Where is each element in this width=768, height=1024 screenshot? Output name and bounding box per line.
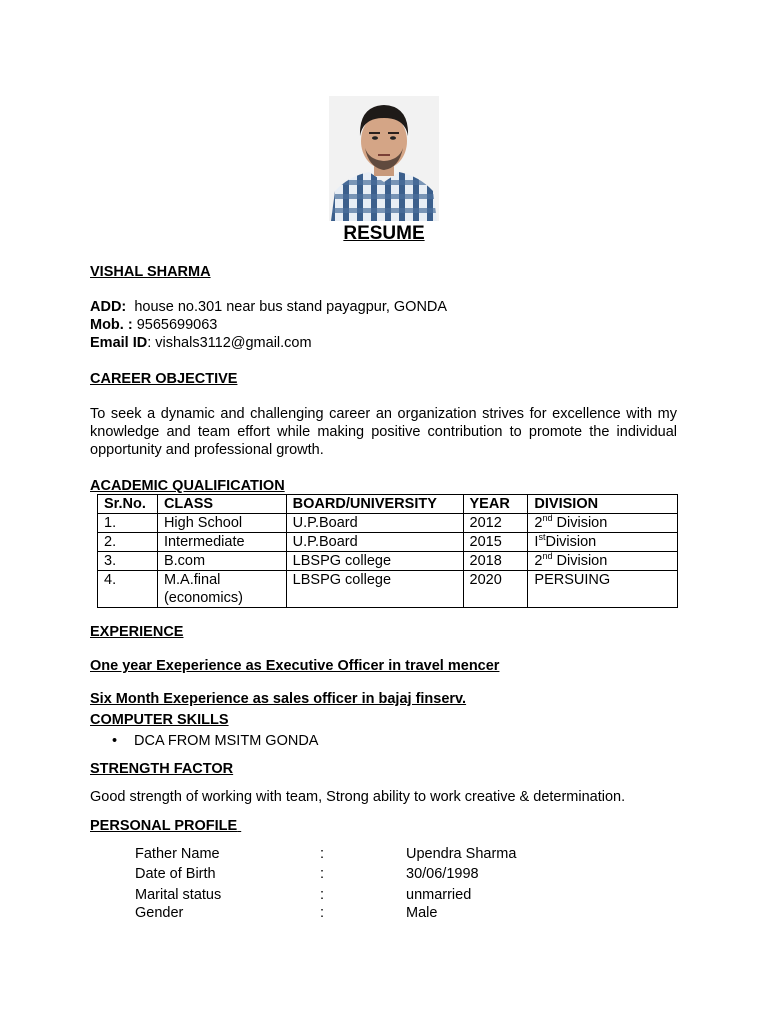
address-line	[90, 298, 447, 316]
address-label: ADD:	[90, 299, 127, 315]
division-word: Division	[552, 553, 608, 569]
cell-division	[528, 571, 678, 608]
table-row	[98, 552, 678, 571]
profile-value: Male	[406, 905, 438, 921]
personal-profile-heading-text: PERSONAL PROFILE	[90, 818, 238, 834]
profile-value: 30/06/1998	[406, 866, 479, 882]
personal-profile-heading	[90, 817, 241, 835]
profile-colon: :	[320, 846, 325, 862]
email-line	[90, 334, 312, 352]
bullet-icon: •	[112, 733, 118, 749]
profile-row	[0, 865, 768, 883]
mobile-line	[90, 316, 217, 334]
computer-skills-heading: COMPUTER SKILLS	[90, 712, 229, 728]
cell-year: 2015	[463, 533, 528, 552]
col-srno: Sr.No.	[98, 495, 158, 514]
table-row	[98, 514, 678, 533]
division-value: 2	[534, 515, 543, 531]
division-value: I	[534, 534, 539, 550]
cell-class: Intermediate	[157, 533, 286, 552]
division-value: PERSUING	[534, 572, 611, 588]
cell-division	[528, 533, 678, 552]
email-value: : vishals3112@gmail.com	[147, 335, 312, 351]
class-line-2: (economics)	[163, 590, 243, 606]
table-row	[98, 571, 678, 608]
profile-row	[0, 845, 768, 863]
candidate-name: VISHAL SHARMA	[90, 264, 211, 280]
profile-photo	[329, 96, 439, 221]
profile-row	[0, 886, 768, 904]
profile-colon: :	[320, 887, 325, 903]
division-word: Division	[552, 515, 608, 531]
profile-colon: :	[320, 866, 325, 882]
academic-heading: ACADEMIC QUALIFICATION	[90, 478, 285, 494]
cell-year: 2012	[463, 514, 528, 533]
cell-srno: 1.	[98, 514, 158, 533]
profile-row	[0, 904, 768, 922]
mobile-label: Mob. :	[90, 317, 133, 333]
academic-table	[97, 494, 678, 608]
profile-colon: :	[320, 905, 325, 921]
skill-text: DCA FROM MSITM GONDA	[134, 733, 319, 749]
experience-item: One year Exeperience as Executive Officer in travel mencer	[90, 658, 500, 674]
career-objective-text: To seek a dynamic and challenging career an organization strives for excellence with my knowledge and team effort while making positive contribution to promote the individual opportunity and professional growth.	[90, 406, 677, 458]
col-year: YEAR	[463, 495, 528, 514]
col-class: CLASS	[157, 495, 286, 514]
cell-year: 2020	[463, 571, 528, 608]
career-objective-heading: CAREER OBJECTIVE	[90, 371, 238, 387]
strength-text: Good strength of working with team, Strong ability to work creative & determination.	[90, 789, 626, 805]
division-suffix: nd	[542, 513, 553, 524]
col-board: BOARD/UNIVERSITY	[286, 495, 463, 514]
profile-value: unmarried	[406, 887, 472, 903]
strength-heading: STRENGTH FACTOR	[90, 761, 234, 777]
cell-board: LBSPG college	[286, 552, 463, 571]
cell-class: B.com	[157, 552, 286, 571]
division-suffix: st	[538, 532, 546, 543]
experience-heading: EXPERIENCE	[90, 624, 184, 640]
cell-class	[157, 571, 286, 608]
cell-board: LBSPG college	[286, 571, 463, 608]
cell-board: U.P.Board	[286, 533, 463, 552]
cell-division	[528, 514, 678, 533]
cell-srno: 2.	[98, 533, 158, 552]
class-line-1: M.A.final	[163, 572, 221, 588]
profile-label: Gender	[135, 905, 184, 921]
profile-label: Date of Birth	[135, 866, 216, 882]
division-suffix: nd	[542, 551, 553, 562]
division-word: Division	[545, 534, 597, 550]
cell-year: 2018	[463, 552, 528, 571]
col-division: DIVISION	[528, 495, 678, 514]
cell-srno: 3.	[98, 552, 158, 571]
skill-list-item	[112, 732, 318, 750]
cell-class: High School	[157, 514, 286, 533]
email-label: Email ID	[90, 335, 148, 351]
resume-title: RESUME	[343, 223, 425, 244]
table-header-row	[98, 495, 678, 514]
cell-board: U.P.Board	[286, 514, 463, 533]
profile-label: Marital status	[135, 887, 222, 903]
mobile-value: 9565699063	[136, 317, 218, 333]
profile-label: Father Name	[135, 846, 220, 862]
cell-srno: 4.	[98, 571, 158, 608]
person-photo-icon	[329, 96, 439, 221]
division-value: 2	[534, 553, 543, 569]
profile-value: Upendra Sharma	[406, 846, 517, 862]
table-row	[98, 533, 678, 552]
address-value: house no.301 near bus stand payagpur, GONDA	[134, 299, 448, 315]
experience-item: Six Month Exeperience as sales officer in bajaj finserv.	[90, 691, 467, 707]
cell-division	[528, 552, 678, 571]
